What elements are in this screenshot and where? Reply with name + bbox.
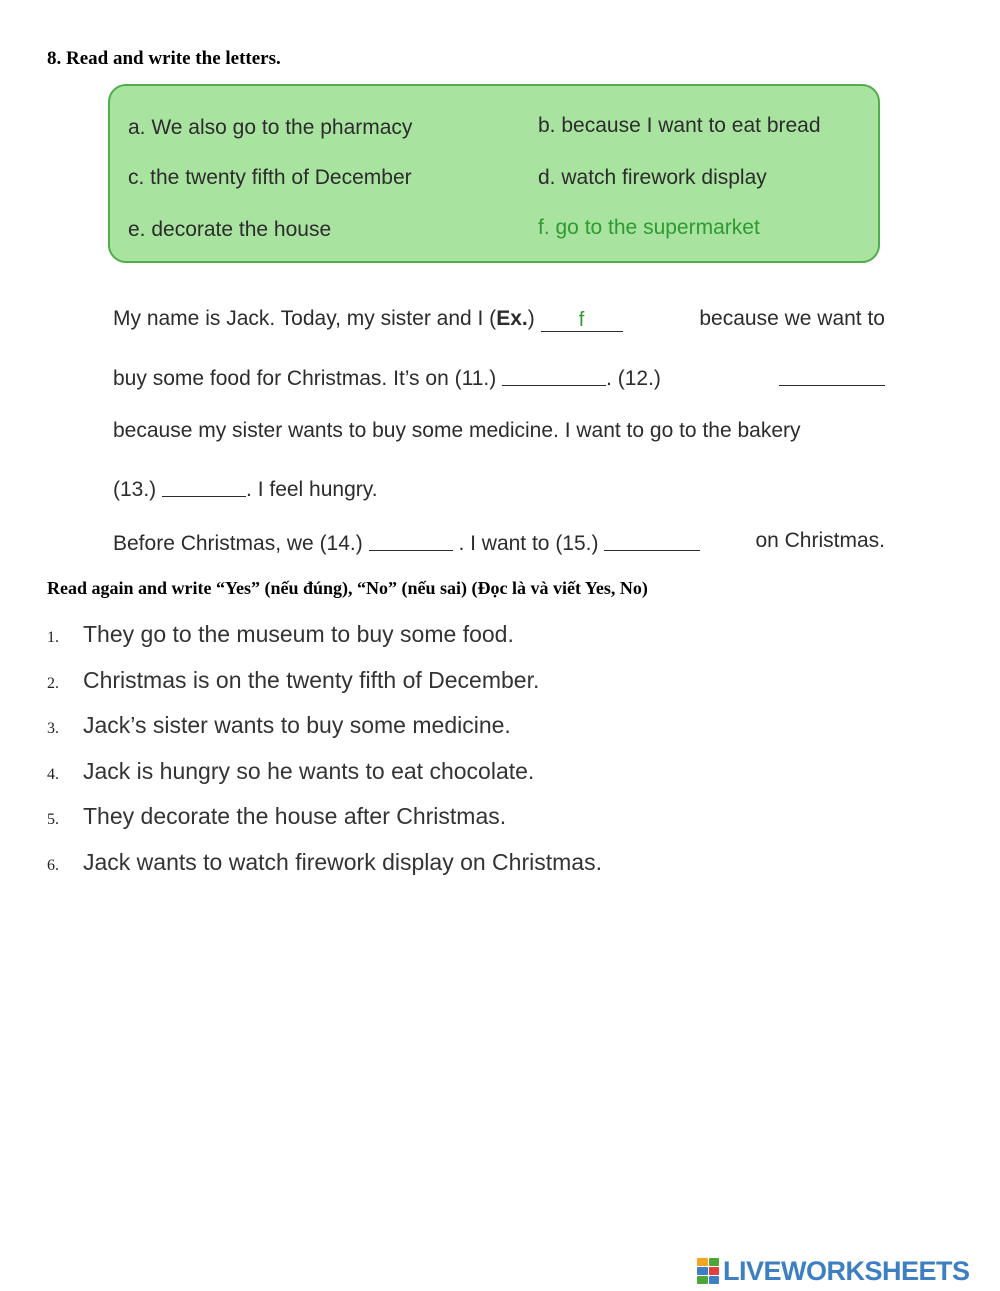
passage-text: . I feel hungry. xyxy=(246,478,378,501)
passage-text: My name is Jack. Today, my sister and I ( xyxy=(113,307,497,330)
passage-text: ) xyxy=(527,307,535,330)
logo-text: LIVEWORKSHEETS xyxy=(723,1255,970,1286)
blank-11[interactable] xyxy=(502,365,606,386)
statement-number: 5. xyxy=(47,811,59,828)
statement-text: They go to the museum to buy some food. xyxy=(83,621,514,647)
example-answer-blank: f xyxy=(541,311,623,332)
passage-line-5 xyxy=(113,529,885,556)
blank-12[interactable] xyxy=(779,365,885,386)
passage-line-4 xyxy=(113,475,885,502)
liveworksheets-logo xyxy=(697,1254,970,1288)
blank-13[interactable] xyxy=(162,476,246,497)
example-label: Ex. xyxy=(496,307,528,330)
statement-number: 2. xyxy=(47,675,59,692)
statement-1[interactable] xyxy=(47,621,514,651)
statement-text: Jack is hungry so he wants to eat chocolate. xyxy=(83,758,535,784)
passage-text: because we want to xyxy=(699,307,885,330)
blank-15[interactable] xyxy=(604,530,700,551)
statement-4[interactable] xyxy=(47,758,534,788)
passage-text: on Christmas. xyxy=(755,529,885,552)
logo-grid-icon xyxy=(697,1258,719,1284)
statement-number: 1. xyxy=(47,629,59,646)
blank-14[interactable] xyxy=(369,530,453,551)
statement-text: Jack wants to watch firework display on Christmas. xyxy=(83,849,602,875)
statement-number: 6. xyxy=(47,857,59,874)
statement-number: 3. xyxy=(47,720,59,737)
statement-2[interactable] xyxy=(47,667,539,697)
passage-line-1 xyxy=(113,307,885,331)
passage-line-3: because my sister wants to buy some medicine. I want to go to the bakery xyxy=(113,419,801,442)
passage-text: buy some food for Christmas. It’s on (11.) xyxy=(113,367,497,390)
statement-text: They decorate the house after Christmas. xyxy=(83,803,507,829)
option-d: d. watch firework display xyxy=(538,166,767,189)
statement-number: 4. xyxy=(47,766,59,783)
statement-text: Jack’s sister wants to buy some medicine. xyxy=(83,712,511,738)
statement-text: Christmas is on the twenty fifth of December. xyxy=(83,667,540,693)
passage-text: Before Christmas, we (14.) xyxy=(113,532,363,555)
statement-6[interactable] xyxy=(47,849,602,879)
option-c: c. the twenty fifth of December xyxy=(128,166,412,189)
statement-5[interactable] xyxy=(47,803,506,833)
option-b: b. because I want to eat bread xyxy=(538,114,821,137)
statement-3[interactable] xyxy=(47,712,511,742)
option-e: e. decorate the house xyxy=(128,218,332,241)
options-box xyxy=(108,84,880,263)
passage-text: (13.) xyxy=(113,478,157,501)
passage-text: . (12.) xyxy=(606,367,661,390)
passage-line-2 xyxy=(113,364,885,391)
passage-text: . I want to (15.) xyxy=(458,532,599,555)
option-a: a. We also go to the pharmacy xyxy=(128,116,413,139)
section-subtitle: Read again and write “Yes” (nếu đúng), “No” (nếu sai) (Đọc là và viết Yes, No) xyxy=(47,578,648,598)
option-f: f. go to the supermarket xyxy=(538,216,760,239)
exercise-title: 8. Read and write the letters. xyxy=(47,48,281,69)
